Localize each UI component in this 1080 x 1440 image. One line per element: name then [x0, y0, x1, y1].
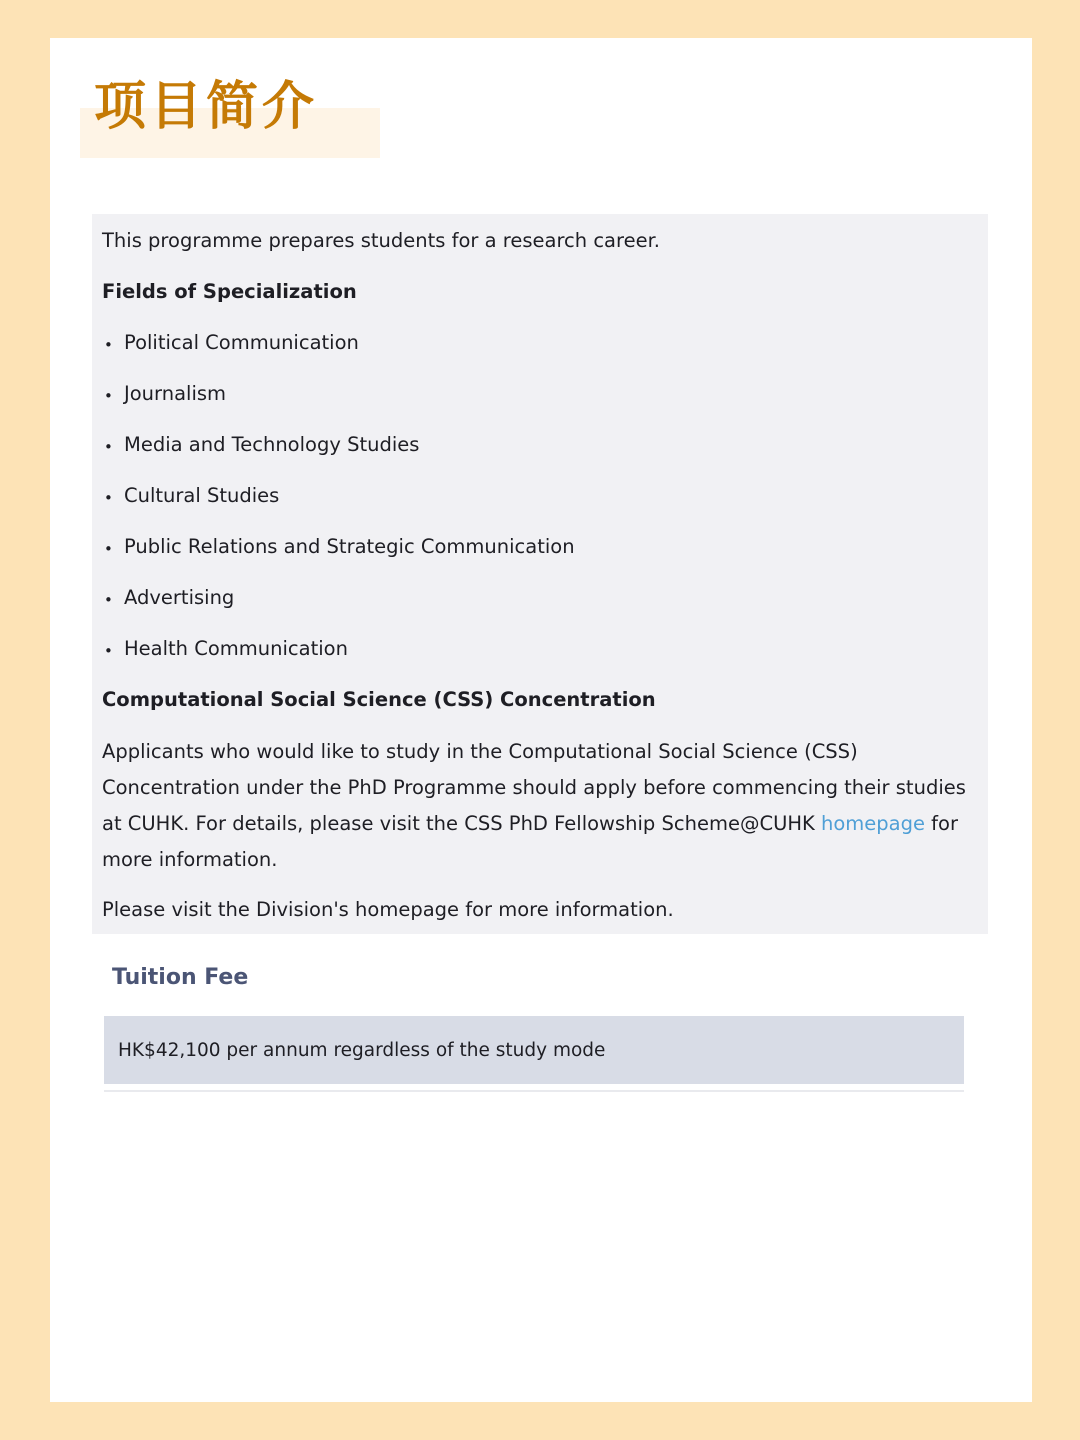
fields-heading: Fields of Specialization — [102, 280, 357, 303]
tuition-heading: Tuition Fee — [112, 965, 249, 990]
css-heading: Computational Social Science (CSS) Concentration — [102, 688, 656, 711]
field-label: Public Relations and Strategic Communication — [124, 535, 575, 558]
fields-list — [102, 326, 978, 666]
division-note: Please visit the Division's homepage for more information. — [102, 898, 674, 921]
list-item — [102, 428, 978, 462]
list-item — [102, 479, 978, 513]
field-label: Media and Technology Studies — [124, 433, 420, 456]
title-block — [80, 72, 318, 142]
divider — [104, 1090, 964, 1092]
bullet-icon: • — [104, 591, 113, 609]
list-item — [102, 530, 978, 564]
list-item — [102, 326, 978, 360]
bullet-icon: • — [104, 387, 113, 405]
bullet-icon: • — [104, 642, 113, 660]
programme-description — [92, 214, 988, 934]
list-item — [102, 581, 978, 615]
intro-text: This programme prepares students for a research career. — [102, 229, 661, 252]
bullet-icon: • — [104, 540, 113, 558]
css-text-after-link: for more information. — [102, 812, 958, 871]
field-label: Political Communication — [124, 331, 359, 354]
bullet-icon: • — [104, 438, 113, 456]
css-text-before-link: Applicants who would like to study in the Computational Social Science (CSS) Concentration under the PhD Programme should apply before commencing their studies at CUHK. For details, please visit the CSS PhD Fellowship Scheme@CUHK — [102, 740, 966, 835]
homepage-link[interactable]: homepage — [821, 812, 925, 835]
list-item — [102, 632, 978, 666]
field-label: Health Communication — [124, 637, 348, 660]
page-title: 项目简介 — [94, 77, 319, 137]
field-label: Advertising — [124, 586, 235, 609]
content-card — [50, 38, 1032, 1402]
tuition-fee-text: HK$42,100 per annum regardless of the study mode — [118, 1040, 606, 1061]
bullet-icon: • — [104, 489, 113, 507]
field-label: Journalism — [124, 382, 227, 405]
css-description — [102, 734, 972, 878]
field-label: Cultural Studies — [124, 484, 280, 507]
bullet-icon: • — [104, 336, 113, 354]
list-item — [102, 377, 978, 411]
tuition-fee-box — [104, 1016, 964, 1084]
